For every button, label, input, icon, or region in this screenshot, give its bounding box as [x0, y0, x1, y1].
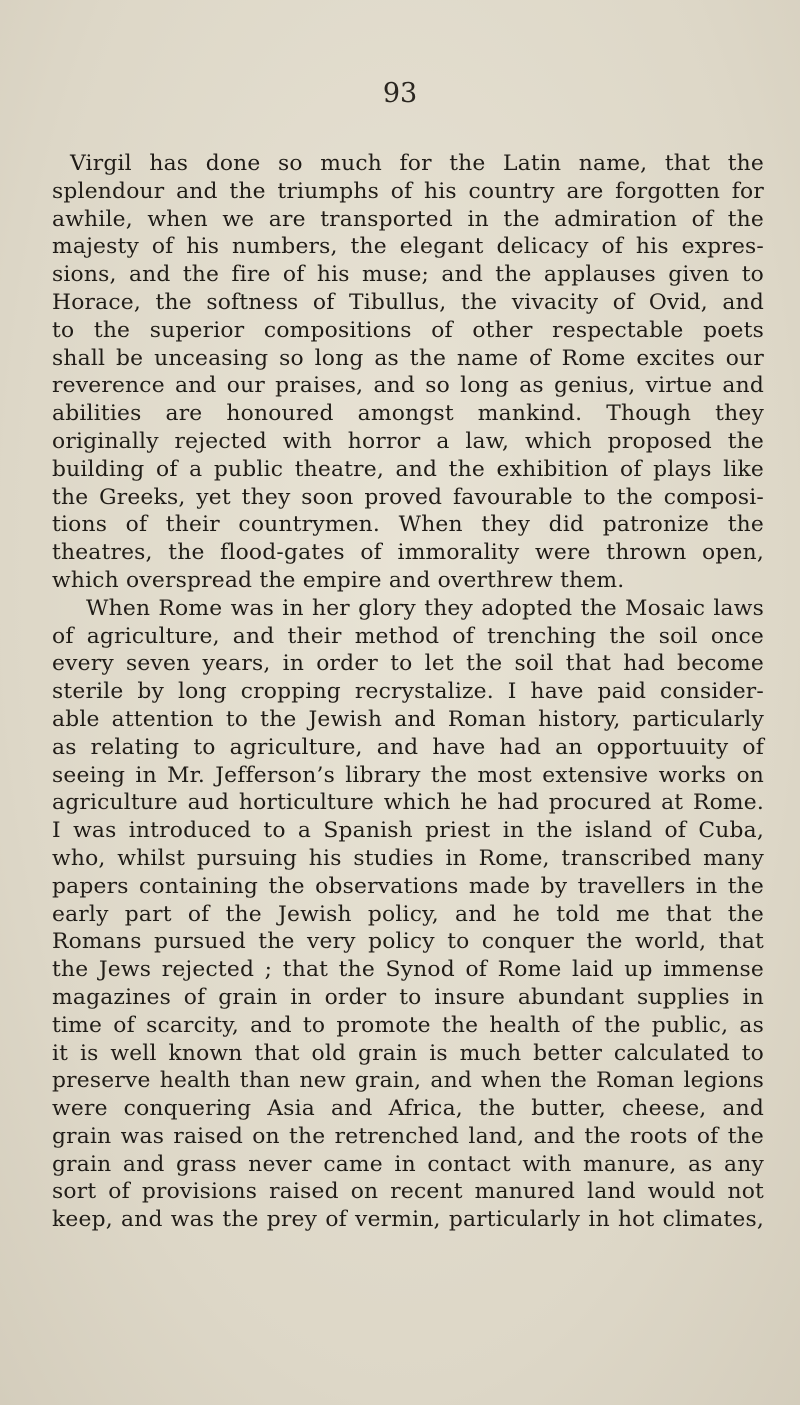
text-line: When Rome was in her glory they adopted the Mosaic laws — [86, 595, 764, 621]
text-line: able attention to the Jewish and Roman history, particularly — [52, 706, 764, 732]
text-line: sort of provisions raised on recent manured land would not — [52, 1179, 764, 1205]
text-line: abilities are honoured amongst mankind. Though they — [52, 401, 764, 427]
text-line: were conquering Asia and Africa, the butter, cheese, and — [52, 1096, 764, 1122]
text-line: grain and grass never came in contact with manure, as any — [52, 1151, 764, 1177]
body-text — [52, 150, 764, 1234]
text-line: Horace, the softness of Tibullus, the vivacity of Ovid, and — [52, 289, 764, 315]
text-line: every seven years, in order to let the soil that had become — [52, 651, 764, 677]
text-line: splendour and the triumphs of his country are forgotten for — [52, 178, 764, 204]
page-number: 93 — [382, 78, 418, 109]
text-line: preserve health than new grain, and when the Roman legions — [52, 1068, 764, 1094]
text-line: it is well known that old grain is much better calculated to — [52, 1040, 764, 1066]
text-line: the Jews rejected ; that the Synod of Rome laid up immense — [52, 957, 764, 983]
text-line: early part of the Jewish policy, and he told me that the — [52, 901, 764, 927]
text-line: to the superior compositions of other respectable poets — [52, 317, 764, 343]
text-line: as relating to agriculture, and have had an opportuuity of — [52, 734, 764, 760]
text-line: originally rejected with horror a law, which proposed the — [52, 428, 764, 454]
text-line: sions, and the fire of his muse; and the applauses given to — [52, 262, 764, 288]
text-line: of agriculture, and their method of trenching the soil once — [52, 623, 764, 649]
text-line: building of a public theatre, and the exhibition of plays like — [52, 456, 764, 482]
text-line: I was introduced to a Spanish priest in the island of Cuba, — [52, 818, 764, 844]
text-line: the Greeks, yet they soon proved favourable to the composi- — [52, 484, 764, 510]
text-line: Romans pursued the very policy to conquer the world, that — [52, 929, 764, 955]
text-line: agriculture aud horticulture which he had procured at Rome. — [52, 790, 764, 816]
text-line: grain was raised on the retrenched land, and the roots of the — [52, 1123, 764, 1149]
text-line: tions of their countrymen. When they did patronize the — [52, 512, 764, 538]
text-line: shall be unceasing so long as the name of Rome excites our — [52, 345, 764, 371]
text-line: sterile by long cropping recrystalize. I have paid consider- — [52, 679, 764, 705]
text-line: Virgil has done so much for the Latin name, that the — [70, 151, 764, 176]
text-line: theatres, the flood-gates of immorality were thrown open, — [52, 540, 764, 566]
text-line: keep, and was the prey of vermin, particularly in hot climates, — [52, 1207, 764, 1233]
text-line: awhile, when we are transported in the admiration of the — [52, 206, 764, 232]
text-line: reverence and our praises, and so long as genius, virtue and — [52, 373, 764, 399]
text-line: seeing in Mr. Jefferson’s library the most extensive works on — [52, 762, 764, 788]
text-line: time of scarcity, and to promote the health of the public, as — [52, 1012, 764, 1038]
text-line: magazines of grain in order to insure abundant supplies in — [52, 984, 764, 1010]
text-line: papers containing the observations made by travellers in the — [52, 873, 764, 899]
text-line: who, whilst pursuing his studies in Rome, transcribed many — [52, 845, 764, 871]
text-line: majesty of his numbers, the elegant delicacy of his expres- — [52, 234, 764, 260]
text-line: which overspread the empire and overthrew them. — [52, 567, 625, 593]
